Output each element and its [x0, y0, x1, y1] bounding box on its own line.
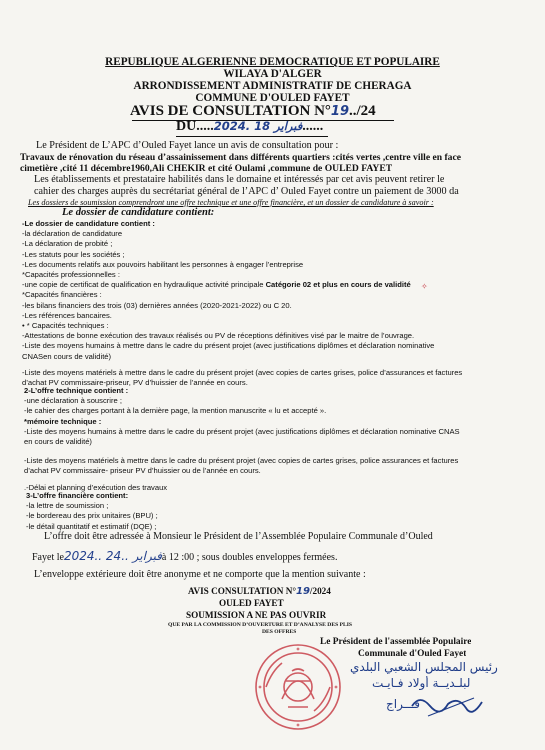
deadline-suffix: à 12 :00 ; sous doubles enveloppes fermées. [161, 552, 338, 563]
arrondissement-heading: ARRONDISSEMENT ADMINISTRATIF DE CHERAGA [133, 80, 412, 92]
footer-avis-prefix: AVIS CONSULTATION N° [188, 586, 296, 596]
signature-scribble-icon [408, 692, 488, 722]
du-suffix: ...... [302, 119, 324, 134]
financiere-item: -le détail quantitatif et estimatif (DQE) ; [26, 521, 157, 531]
establishments-line-1: Les établissements et prestataire habilités dans le domaine et intéressés par cet avis peuvent retirer le [34, 174, 445, 185]
president-signature-2: Communale d'Ouled Fayet [358, 649, 467, 659]
moyens-humains-line-1: -Liste des moyens humains à mettre dans le cadre du présent projet (avec justifications diplômes et déclaration nominative [22, 341, 435, 351]
deadline-prefix: Fayet le [32, 552, 64, 563]
footer-commune: OULED FAYET [219, 598, 284, 608]
avis-date [176, 119, 323, 135]
republic-heading: REPUBLIQUE ALGERIENNE DEMOCRATIQUE ET POPULAIRE [105, 56, 440, 68]
wilaya-heading: WILAYA D'ALGER [223, 68, 322, 80]
technique-item: -le cahier des charges portant à la dernière page, la mention manuscrite « lu et accepté ». [24, 406, 327, 416]
moyens-materiels-line-1: -Liste des moyens matériels à mettre dans le cadre du présent projet (avec copies de cartes grises, police d’assurances et factures [22, 367, 463, 377]
dossier-title: Le dossier de candidature contient: [62, 207, 215, 218]
footer-commission-1: QUE PAR LA COMMISSION D’OUVERTURE ET D’ANALYSE DES PLIS [168, 622, 353, 628]
deadline-line [32, 549, 337, 563]
avis-number-handwritten: 19 [330, 104, 350, 119]
moyens-materiels-line-2: d’achat PV commissaire-priseur, PV d’huissier de l’année en cours. [22, 378, 248, 388]
establishments-line-2: cahier des charges auprès du secrétariat général de l’APC d’ Ouled Fayet contre un paiement de 3000 da [34, 186, 459, 197]
offre-technique-title: 2-L’offre technique contient : [24, 386, 129, 395]
arabic-stamp-commune: لبلـديــة أولاد فـايـت [372, 676, 471, 690]
technique-materiels-line-1: -Liste des moyens matériels à mettre dans le cadre du présent projet (avec copies de cartes grises, police assurances et factures [24, 456, 459, 466]
technique-materiels-line-2: d’achat PV commissaire- priseur PV d’huissier ou de l’année en cours. [24, 466, 261, 476]
avis-title-suffix: ../24 [349, 103, 376, 119]
arabic-stamp-title: رئيس المجلس الشعبي البلدي [350, 660, 498, 674]
capacites-financieres: *Capacités financières : [22, 290, 102, 300]
financiere-item: -le bordereau des prix unitaires (BPU) ; [26, 511, 158, 521]
qualification-category: Catégorie 02 et plus en cours de validité [265, 280, 411, 290]
memoire-technique-title: *mémoire technique : [24, 416, 102, 426]
offre-technique-section [24, 386, 460, 493]
bilans-line: -les bilans financiers des trois (03) dernières années (2020-2021-2022) ou C 20. [22, 300, 292, 310]
works-description-2: cimetière ,cité 11 décembre1960,Ali CHEKIR et cité Oulami ,commune de OULED FAYET [20, 163, 393, 174]
works-description-1: Travaux de rénovation du réseau d’assainissement dans différents quartiers :cités vertes ,centre ville en face [20, 152, 461, 163]
arabic-stamp-name: فـــراج [386, 697, 420, 711]
closing-line: L’offre doit être adressée à Monsieur le Président de l’Assemblée Populaire Communale d’Ouled [44, 531, 433, 542]
intro-line: Le Président de L’APC d’Ouled Fayet lance un avis de consultation pour : [36, 140, 339, 151]
attestations-line: -Attestations de bonne exécution des travaux réalisés ou PV de réceptions définitives visé par le maitre de l’ouvrage. [22, 331, 415, 341]
footer-avis-number-handwritten: 19 [296, 586, 310, 597]
offre-financiere-section [26, 491, 158, 532]
dossier-item: -Les documents relatifs aux pouvoirs habilitant les personnes à engager l’entreprise [22, 259, 304, 269]
dossier-item: -Les statuts pour les sociétés ; [22, 249, 125, 259]
footer-avis [188, 586, 331, 597]
dossier-section [22, 219, 462, 388]
dossier-subtitle: -Le dossier de candidature contient : [22, 219, 155, 228]
president-signature-1: Le Président de l'assemblée Populaire [320, 637, 472, 647]
offre-financiere-title: 3-L’offre financière contient: [26, 491, 129, 500]
delai-line: .-Délai et planning d’exécution des travaux [24, 482, 168, 492]
dossier-item: -La déclaration de probité ; [22, 239, 113, 249]
technique-humains-line-1: -Liste des moyens humains à mettre dans le cadre du présent projet (avec justifications diplômes et déclaration nominative CNAS [24, 426, 460, 436]
footer-commission-2: DES OFFRES [262, 629, 297, 635]
du-underline [176, 136, 328, 137]
references-line: -Les références bancaires. [22, 310, 112, 320]
du-prefix: DU..... [176, 119, 214, 134]
technique-humains-line-2: en cours de validité) [24, 437, 92, 447]
dossier-item: -la déclaration de candidature [22, 229, 123, 239]
capacites-techniques: • * Capacités techniques : [22, 321, 109, 331]
financiere-item: -la lettre de soumission ; [26, 501, 109, 511]
qualification-text: -une copie de certificat de qualification en hydraulique activité principale [22, 280, 266, 290]
avis-title-prefix: AVIS DE CONSULTATION N° [130, 103, 331, 119]
commune-heading: COMMUNE D'OULED FAYET [195, 92, 350, 104]
avis-title [130, 103, 376, 120]
capacites-professionnelles: *Capacités professionnelles : [22, 270, 120, 280]
du-date-handwritten: 2024. فبراير 18 [213, 119, 303, 133]
submission-note: Les dossiers de soumission comprendront une offre technique et une offre financière, et un dossier de candidature à savoir : [28, 198, 434, 207]
deadline-date-handwritten: 2024.. فبراير ..24 [63, 549, 162, 563]
moyens-humains-line-2: CNASen cours de validité) [22, 351, 112, 361]
qualification-line [22, 280, 462, 290]
footer-avis-suffix: /2024 [309, 586, 331, 596]
technique-item: -une déclaration à souscrire ; [24, 396, 122, 406]
envelope-line: L’enveloppe extérieure doit être anonyme et ne comporte que la mention suivante : [34, 569, 366, 580]
stray-mark: ✧ [421, 282, 428, 291]
footer-soumission: SOUMISSION A NE PAS OUVRIR [186, 610, 327, 620]
official-seal-icon [252, 641, 344, 733]
